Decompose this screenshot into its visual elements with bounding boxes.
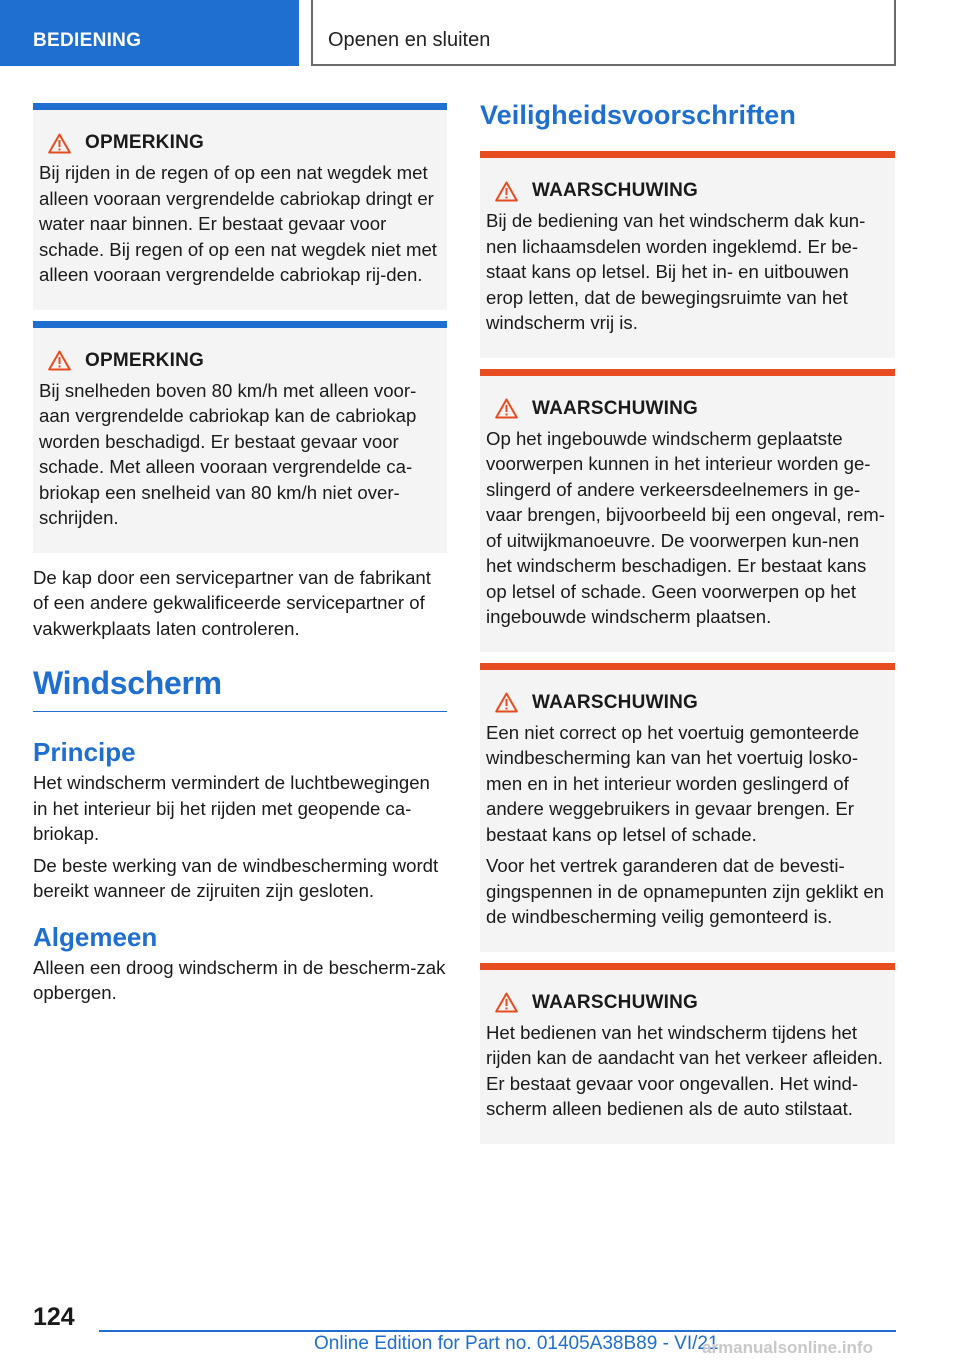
principe-text-2: De beste werking van de windbescherming wordt bereikt wanneer de zijruiten zijn gesloten. xyxy=(33,854,439,901)
footer-divider xyxy=(99,1330,896,1332)
warning-header xyxy=(486,180,887,202)
note-header xyxy=(39,132,439,154)
warning-label: WAARSCHUWING xyxy=(532,397,698,419)
safety-heading: Veiligheidsvoorschriften xyxy=(480,100,796,130)
warning-triangle-icon xyxy=(495,992,518,1013)
warning-text: Een niet correct op het voertuig gemonteerde windbescherming kan van het voertuig losko-men en in het interieur worden geslingerd of andere weggebruikers in gevaar brengen. Er bestaat kans op letsel of schade. xyxy=(486,721,860,845)
warning-header xyxy=(486,992,887,1014)
warning-text: Bij de bediening van het windscherm dak kun-nen lichaamsdelen worden ingeklemd. Er be-staat kans op letsel. Bij het in- en uitbouwen erop letten, dat de bewegingsruimte van het windscherm vrij is. xyxy=(486,210,866,333)
warning-box-3 xyxy=(480,663,895,952)
warning-triangle-icon xyxy=(495,181,518,202)
warning-label: WAARSCHUWING xyxy=(532,691,698,713)
warning-text: Op het ingebouwde windscherm geplaatste voorwerpen kunnen in het interieur worden ge-slingerd of andere verkeersdeelnemers in ge-vaar brengen, bijvoorbeeld bij een ongeval, rem- of uitwijkmanoeuvre. De voorwerpen kun-nen het windscherm beschadigen. Er bestaat kans op letsel of schade. Geen voorwerpen op het ingebouwde windscherm plaatsen. xyxy=(486,427,885,627)
note-box-2 xyxy=(33,321,447,553)
warning-label: WAARSCHUWING xyxy=(532,180,698,201)
note-box-1 xyxy=(33,103,447,310)
section-tab xyxy=(0,0,299,66)
algemeen-heading: Algemeen xyxy=(33,921,158,952)
note-label: OPMERKING xyxy=(85,132,204,153)
warning-label: WAARSCHUWING xyxy=(532,991,698,1013)
edition-text: Online Edition for Part no. 01405A38B89 - VI/21 xyxy=(314,1333,719,1354)
left-column xyxy=(33,103,447,1006)
principe-heading: Principe xyxy=(33,737,136,767)
warning-box-2 xyxy=(480,369,895,652)
note-header xyxy=(39,350,439,372)
warning-triangle-icon xyxy=(48,133,71,154)
warning-header xyxy=(486,398,887,420)
warning-box-4 xyxy=(480,963,895,1144)
note-label: OPMERKING xyxy=(85,349,204,371)
warning-header xyxy=(486,692,887,714)
warning-text: Het bedienen van het windscherm tijdens het rijden kan de aandacht van het verkeer afleiden. Er bestaat gevaar voor ongevallen. Het wind-scherm alleen bedienen als de auto stilstaat. xyxy=(486,1021,883,1119)
watermark: armanualsonline.info xyxy=(702,1338,873,1357)
warning-triangle-icon xyxy=(48,350,71,371)
service-paragraph: De kap door een servicepartner van de fabrikant of een andere gekwalificeerde servicepartner of vakwerkplaats laten controleren. xyxy=(33,566,431,639)
chapter-header xyxy=(311,0,896,66)
warning-box-1 xyxy=(480,151,895,358)
windscherm-heading: Windscherm xyxy=(33,665,447,712)
section-label: BEDIENING xyxy=(33,30,142,51)
note-text: Bij rijden in de regen of op een nat wegdek met alleen vooraan vergrendelde cabriokap dringt er water naar binnen. Er bestaat gevaar voor schade. Bij regen of op een nat wegdek niet met alleen vooraan vergrendelde cabriokap rij-den. xyxy=(39,162,437,285)
page-number: 124 xyxy=(33,1303,75,1331)
algemeen-text: Alleen een droog windscherm in de bescherm-zak opbergen. xyxy=(33,956,446,1003)
note-text: Bij snelheden boven 80 km/h met alleen voor-aan vergrendelde cabriokap kan de cabriokap worden beschadigd. Er bestaat gevaar voor schade. Met alleen vooraan vergrendelde ca-briokap een snelheid van 80 km/h niet over-schrijden. xyxy=(39,379,417,528)
warning-text: Voor het vertrek garanderen dat de bevesti-gingspennen in de opnamepunten zijn geklikt en de windbescherming veilig gemonteerd is. xyxy=(486,855,884,927)
right-column xyxy=(480,100,895,1144)
chapter-title: Openen en sluiten xyxy=(328,29,491,51)
warning-triangle-icon xyxy=(495,692,518,713)
warning-triangle-icon xyxy=(495,398,518,419)
principe-text-1: Het windscherm vermindert de luchtbewegingen in het interieur bij het rijden met geopende ca-briokap. xyxy=(33,772,430,844)
